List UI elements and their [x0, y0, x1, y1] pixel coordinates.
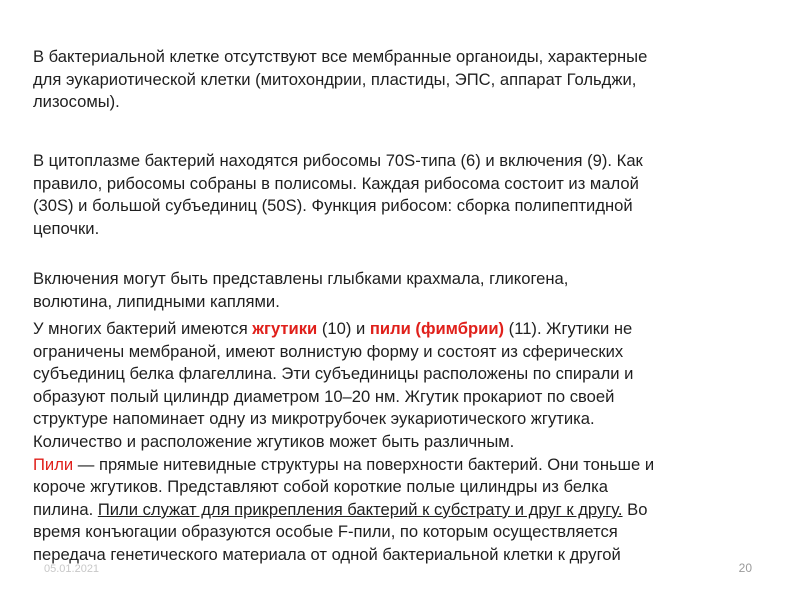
paragraph-flagella-pili — [33, 318, 778, 567]
pili-function-underlined: Пили служат для прикрепления бактерий к субстрату и друг к другу. — [97, 499, 623, 519]
pili-term: Пили — [33, 454, 74, 474]
pili-conjugation-text: Во время конъюгации образуются особые F-пили, по которым осуществляется передача генетического материала от одной бактериальной клетки к другой — [33, 499, 648, 564]
paragraph-ribosomes: В цитоплазме бактерий находятся рибосомы 70S-типа (6) и включения (9). Как правило, рибосомы собраны в полисомы. Каждая рибосома состоит из малой (30S) и большой субъединиц (50S). Функция рибосом: сборка полипептидной цепочки. — [33, 151, 643, 238]
paragraph-bacterial-organoids: В бактериальной клетке отсутствуют все мембранные органоиды, характерные для эукариотической клетки (митохондрии, пластиды, ЭПС, аппарат Гольджи, лизосомы). — [33, 47, 648, 112]
paragraph-inclusions: Включения могут быть представлены глыбками крахмала, гликогена, волютина, липидными каплями. — [33, 269, 569, 311]
flagella-term: жгутики — [252, 319, 318, 338]
page-number: 20 — [738, 561, 752, 575]
pili-fimbriae-term: пили (фимбрии) — [369, 319, 505, 338]
flagella-description: ограничены мембраной, имеют волнистую форму и состоят из сферических субъединиц белка флагеллина. Эти субъединицы расположены по спирали и образуют полый цилиндр диаметром 10–20 нм. Жгутик прокариот по своей структуре напоминает одну из микротрубочек эукариотического жгутика. Количество и расположение жгутиков может быть различным. — [33, 341, 634, 451]
flagella-ref-text: (10) и — [317, 319, 370, 338]
pili-description: — прямые нитевидные структуры на поверхности бактерий. Они тоньше и короче жгутиков. Представляют собой короткие полые цилиндры из белка пилина. — [33, 454, 655, 519]
pili-ref-text: (11). Жгутики не — [504, 319, 633, 338]
flagella-intro-text: У многих бактерий имеются — [33, 319, 253, 338]
footer-date: 05.01.2021 — [44, 563, 100, 575]
